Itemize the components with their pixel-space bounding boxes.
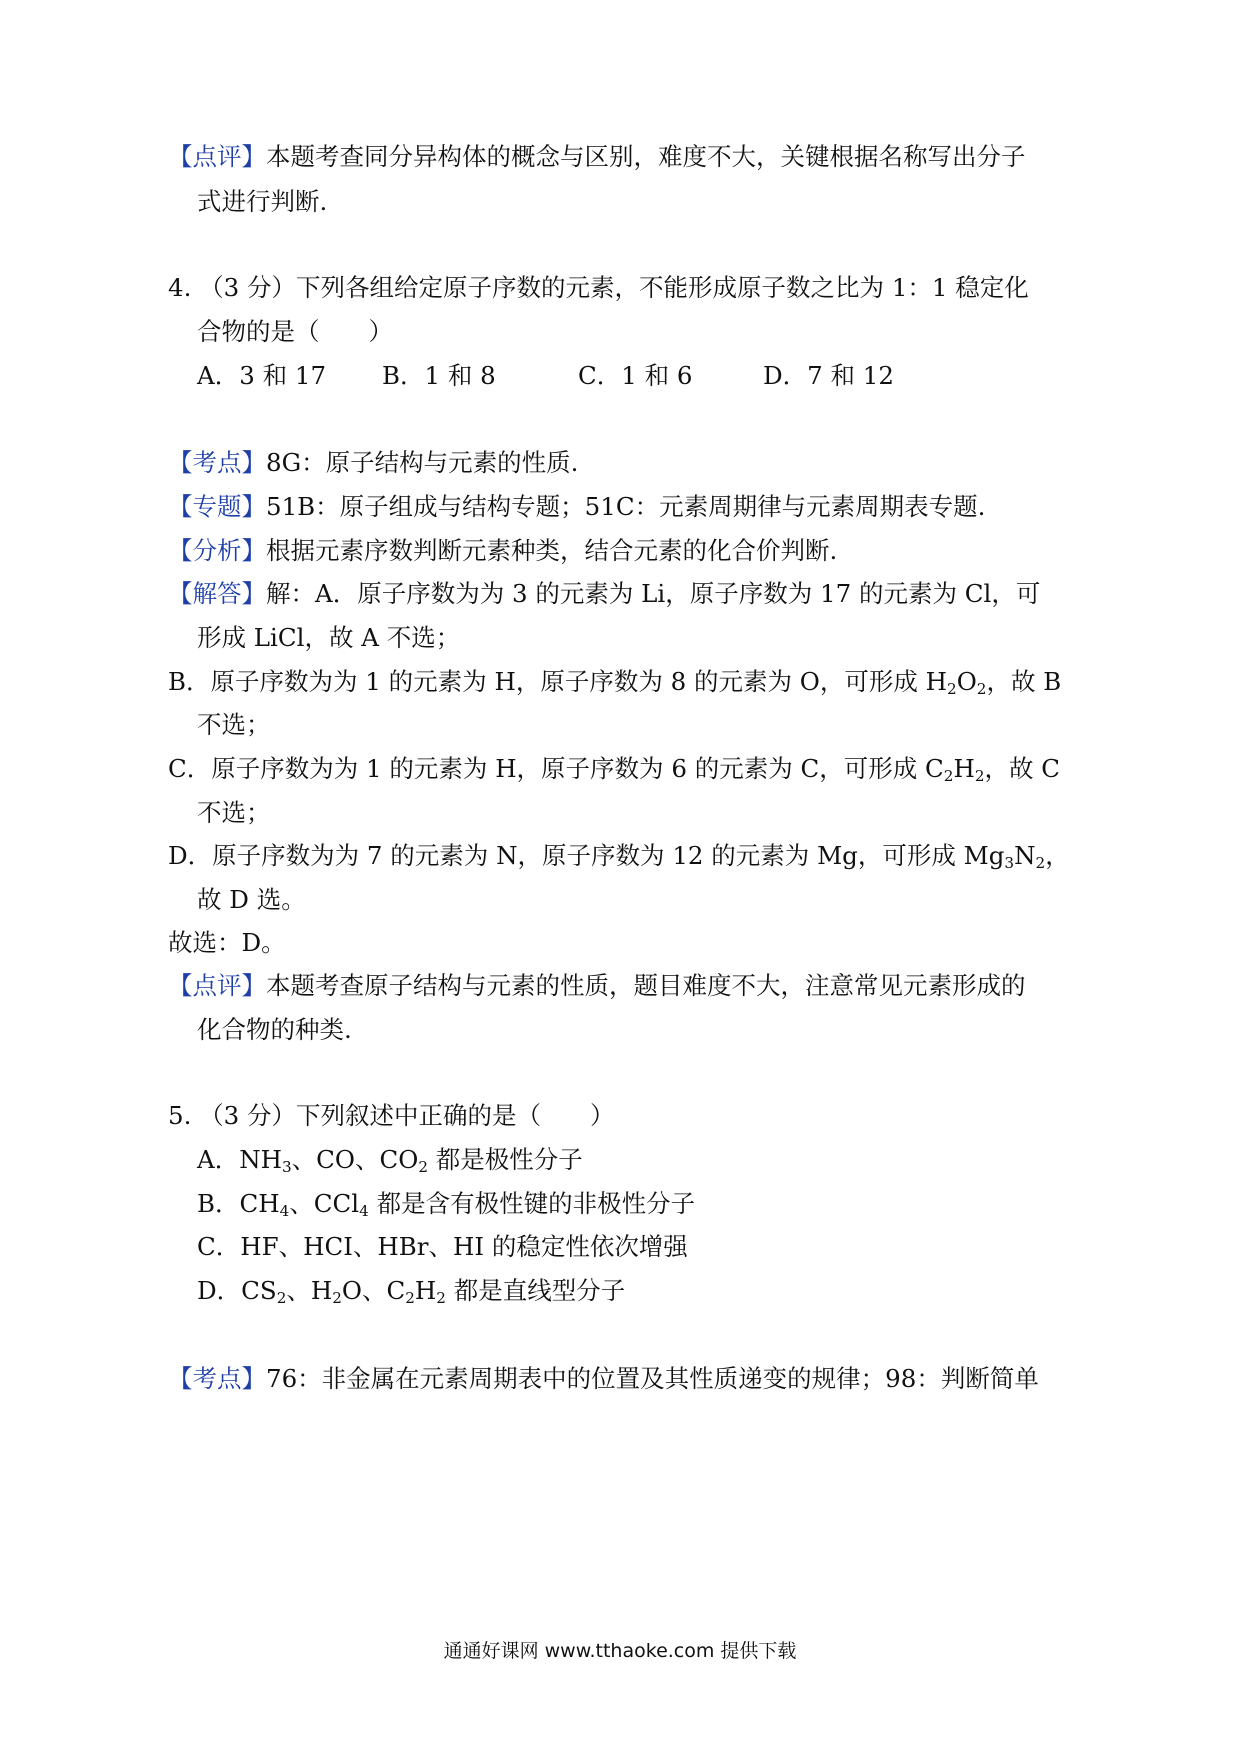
- q5-a-p2: 、CO、CO: [291, 1145, 419, 1174]
- q4-jieda-line-b1: [168, 667, 1062, 698]
- q4-fenxi: [168, 536, 838, 565]
- q4-jieda-line-a2: 形成 LiCl，故 A 不选；: [197, 623, 461, 652]
- q5-a-sub-2: 2: [418, 1157, 429, 1176]
- review-text-1: 本题考查同分异构体的概念与区别，难度不大，关键根据名称写出分子: [266, 142, 1026, 171]
- q4-stem-line-2: 合物的是（ ）: [197, 317, 393, 346]
- q4-option-d: D．7 和 12: [763, 361, 894, 390]
- q5-option-d: [197, 1276, 626, 1307]
- q5-kaodian: [168, 1364, 1039, 1393]
- q5-d-sub-4: 2: [436, 1288, 446, 1307]
- page-footer: 通通好课网 www.tthaoke.com 提供下载: [443, 1640, 797, 1662]
- q5-d-p3: O、C: [341, 1276, 406, 1305]
- q4-c1-mid: H: [953, 754, 975, 783]
- q5-b-p2: 、CCl: [289, 1189, 360, 1218]
- q4-jieda-line-c2: 不选；: [197, 798, 271, 827]
- q5-d-sub-2: 2: [332, 1288, 342, 1307]
- review-tag: 【点评】: [168, 142, 266, 171]
- q5-b-p1: B．CH: [197, 1189, 280, 1218]
- q4-kaodian-tag: 【考点】: [168, 448, 266, 477]
- q4-d1-post: ，: [1045, 841, 1070, 870]
- q4-d1-sub-2: 2: [1035, 853, 1046, 872]
- q5-b-p3: 都是含有极性键的非极性分子: [368, 1189, 696, 1218]
- q5-d-p2: 、H: [286, 1276, 333, 1305]
- q4-c1-sub-2: 2: [974, 766, 985, 785]
- q5-d-p1: D．CS: [197, 1276, 277, 1305]
- q4-c1-post: ，故 C: [984, 754, 1061, 783]
- q4-jieda-line-d1: [168, 841, 1070, 872]
- q5-kaodian-text: 76：非金属在元素周期表中的位置及其性质递变的规律；98：判断简单: [266, 1364, 1039, 1393]
- q4-dianping-tag: 【点评】: [168, 971, 266, 1000]
- q5-b-sub-2: 4: [359, 1201, 369, 1220]
- q4-b1-mid: O: [956, 667, 977, 696]
- q5-option-a: [197, 1145, 583, 1176]
- q5-d-sub-1: 2: [276, 1288, 287, 1307]
- q4-jieda-line-b2: 不选；: [197, 710, 271, 739]
- q5-a-sub-1: 3: [282, 1157, 292, 1176]
- q4-jieda-tag: 【解答】: [168, 579, 266, 608]
- q5-kaodian-tag: 【考点】: [168, 1364, 266, 1393]
- q4-b1-pre: B．原子序数为为 1 的元素为 H，原子序数为 8 的元素为 O，可形成 H: [168, 667, 948, 696]
- q4-kaodian-text: 8G：原子结构与元素的性质.: [266, 448, 579, 477]
- q5-option-c: C．HF、HCI、HBr、HI 的稳定性依次增强: [197, 1232, 688, 1261]
- q5-d-p4: H: [414, 1276, 437, 1305]
- q4-dianping-line-2: 化合物的种类.: [197, 1015, 352, 1044]
- q4-option-b: B．1 和 8: [382, 361, 496, 390]
- q4-d1-mid: N: [1014, 841, 1036, 870]
- q4-b1-sub-2: 2: [976, 679, 987, 698]
- q4-option-c: C．1 和 6: [578, 361, 693, 390]
- q4-jieda-line-c1: [168, 754, 1061, 785]
- q4-b1-post: ，故 B: [986, 667, 1062, 696]
- q4-jieda-line-d2: 故 D 选。: [197, 885, 306, 914]
- q4-kaodian: [168, 448, 579, 477]
- q5-a-p1: A．NH: [197, 1145, 282, 1174]
- q4-jieda-line-a1: [168, 579, 1041, 608]
- q5-b-sub-1: 4: [279, 1201, 290, 1220]
- q5-d-p5: 都是直线型分子: [445, 1276, 626, 1305]
- q4-fenxi-tag: 【分析】: [168, 536, 266, 565]
- q4-jieda-text-a1: 解：A．原子序数为为 3 的元素为 Li，原子序数为 17 的元素为 Cl，可: [266, 579, 1041, 608]
- q4-option-a: A．3 和 17: [197, 361, 327, 390]
- review-line-1: [168, 142, 1026, 171]
- q4-dianping-text-1: 本题考查原子结构与元素的性质，题目难度不大，注意常见元素形成的: [266, 971, 1026, 1000]
- q5-option-b: [197, 1189, 696, 1220]
- q5-d-sub-3: 2: [405, 1288, 415, 1307]
- q4-c1-pre: C．原子序数为为 1 的元素为 H，原子序数为 6 的元素为 C，可形成 C: [168, 754, 944, 783]
- q4-zhuanti-tag: 【专题】: [168, 492, 266, 521]
- q4-d1-pre: D．原子序数为为 7 的元素为 N，原子序数为 12 的元素为 Mg，可形成 Mg: [168, 841, 1005, 870]
- q4-dianping-line-1: [168, 971, 1026, 1000]
- q4-answer-choice: 故选：D。: [168, 928, 286, 957]
- q5-a-p3: 都是极性分子: [428, 1145, 583, 1174]
- review-line-2: 式进行判断.: [197, 187, 328, 216]
- q4-fenxi-text: 根据元素序数判断元素种类，结合元素的化合价判断.: [266, 536, 838, 565]
- q4-b1-sub-1: 2: [947, 679, 957, 698]
- q4-stem-line-1: 4. （3 分）下列各组给定原子序数的元素，不能形成原子数之比为 1：1 稳定化: [168, 273, 1029, 302]
- q4-zhuanti-text: 51B：原子组成与结构专题；51C：元素周期律与元素周期表专题.: [266, 492, 986, 521]
- q4-c1-sub-1: 2: [943, 766, 954, 785]
- q4-d1-sub-1: 3: [1004, 853, 1015, 872]
- q4-zhuanti: [168, 492, 986, 521]
- q5-stem: 5. （3 分）下列叙述中正确的是（ ）: [168, 1101, 615, 1130]
